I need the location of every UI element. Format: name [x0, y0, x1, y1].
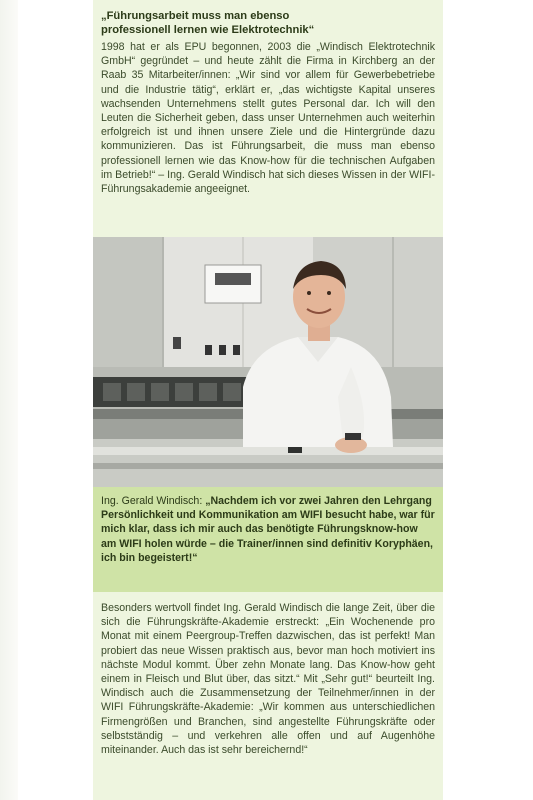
intro-section: [93, 9, 443, 196]
closing-paragraph: Besonders wertvoll findet Ing. Gerald Windisch die lange Zeit, über die sich die Führungskräfte-Akademie erstreckt: „Ein Wochenende pro Monat mit einem Peergroup-Treffen dazwischen, das ist perfekt! Man probiert das neue Wissen praktisch aus, bevor man hoch motiviert ins nächste Modul kommt. Über zehn Monate lang. Das Know-how geht einem in Fleisch und Blut über, das sitzt.“ Mit „Sehr gut!“ beurteilt Ing. Windisch auch die Zusammensetzung der Teilnehmer/innen in der WIFI Führungskräfte-Akademie: „Wir kommen aus unterschiedlichen Firmengrößen und Branchen, sind angestellte Führungskräfte oder selbstständig – und verkehren alle offen und auf Augenhöhe miteinander. Auch das ist sehr bereichernd!“: [101, 602, 435, 757]
page-edge: [0, 0, 18, 800]
closing-section: [93, 601, 443, 757]
quote-text: „Nachdem ich vor zwei Jahren den Lehrgang Persönlichkeit und Kommunikation am WIFI besucht habe, war für mich klar, dass ich mir auch das benötigte Führungsknow-how am WIFI holen würde – die Trainer/innen sind definitiv Koryphäen, ich bin begeistert!“: [101, 495, 435, 564]
portrait-photo: [93, 237, 443, 487]
photo-illustration: [93, 237, 443, 487]
quote-speaker: Ing. Gerald Windisch:: [101, 495, 206, 507]
intro-paragraph: 1998 hat er als EPU begonnen, 2003 die „Windisch Elektrotechnik GmbH“ gegründet – und heute zählt die Firma in Kirchberg an der Raab 35 Mitarbeiter/innen: „Wir sind vor allem für Gewerbebetriebe und die Industrie tätig“, erklärt er, „das wichtigste Kapital unseres wachsenden Unternehmens stellt gutes Personal dar. Ich will den Leuten die Sicherheit geben, dass unser Unternehmen auch weiterhin erfolgreich ist und ihnen unsere Ziele und die Hintergründe dazu kommunizieren. Das ist Führungsarbeit, die muss man ebenso professionell lernen wie das Know-how für die technischen Aufgaben im Betrieb!“ – Ing. Gerald Windisch hat sich dieses Wissen in der WIFI-Führungsakademie angeeignet.: [101, 41, 435, 196]
article-column: [93, 0, 443, 800]
quote-box: [93, 487, 443, 592]
article-heading: „Führungsarbeit muss man ebenso professionell lernen wie Elektrotechnik“: [101, 10, 315, 36]
